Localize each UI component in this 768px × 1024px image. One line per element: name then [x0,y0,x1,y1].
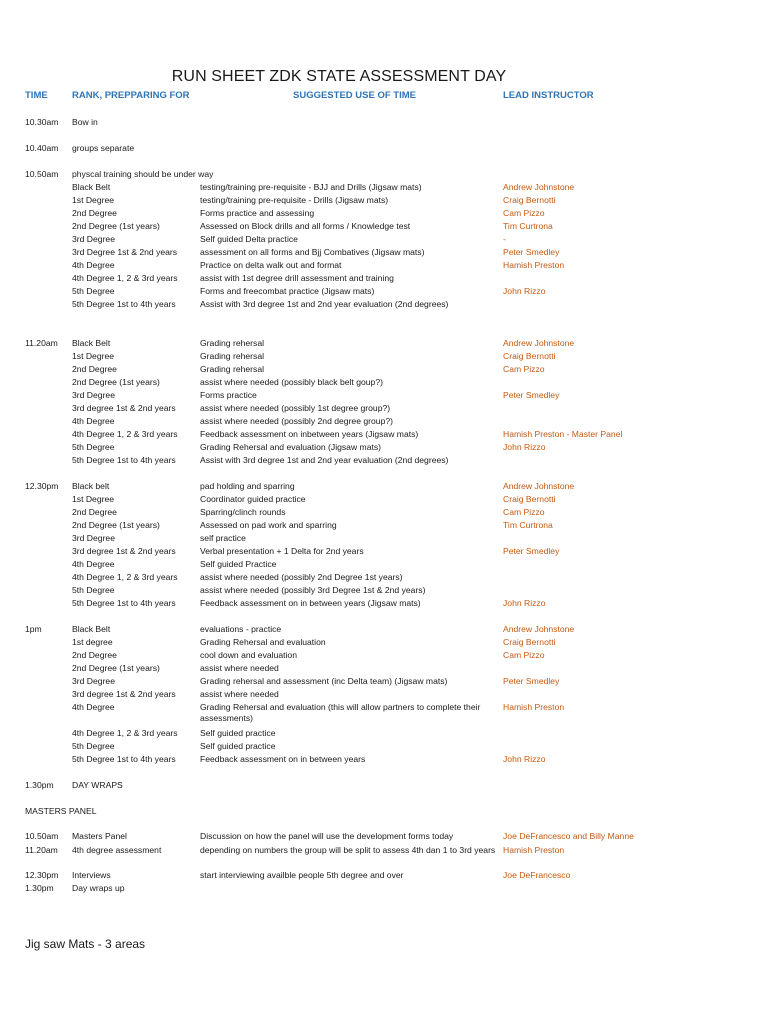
lead-instructor-cell: Andrew Johnstone [503,481,575,491]
rank-cell: 2nd Degree (1st years) [72,221,160,231]
rank-cell: 3rd Degree 1st & 2nd years [72,247,178,257]
rank-cell: 3rd Degree [72,234,115,244]
suggested-use-cell: Grading rehersal and assessment (inc Delta team) (Jigsaw mats) [200,676,448,686]
lead-instructor-cell: John Rizzo [503,442,546,452]
suggested-use-cell: assist where needed [200,663,279,673]
header-time: TIME [25,90,48,101]
suggested-use-cell: pad holding and sparring [200,481,295,491]
time-cell: 1.30pm [25,780,54,790]
time-cell: 12.30pm [25,870,59,880]
rank-cell: 2nd Degree [72,507,117,517]
lead-instructor-cell: John Rizzo [503,754,546,764]
suggested-use-cell: Discussion on how the panel will use the development forms today [200,831,454,841]
suggested-use-cell: assist where needed [200,689,279,699]
suggested-use-cell: Self guided Practice [200,559,277,569]
rank-cell: 5th Degree [72,741,115,751]
suggested-use-cell: Grading Rehersal and evaluation (Jigsaw mats) [200,442,382,452]
suggested-use-cell: Self guided practice [200,741,276,751]
rank-cell: groups separate [72,143,135,153]
suggested-use-cell: Assessed on Block drills and all forms / Knowledge test [200,221,411,231]
suggested-use-cell: testing/training pre-requisite - Drills (Jigsaw mats) [200,195,389,205]
lead-instructor-cell: Craig Bernotti [503,494,556,504]
lead-instructor-cell: Andrew Johnstone [503,624,575,634]
rank-cell: 2nd Degree (1st years) [72,377,160,387]
time-cell: 1pm [25,624,42,634]
rank-cell: 1st Degree [72,351,115,361]
lead-instructor-cell: Craig Bernotti [503,637,556,647]
rank-cell: 5th Degree [72,442,115,452]
suggested-use-cell: cool down and evaluation [200,650,297,660]
suggested-use-cell: Sparring/clinch rounds [200,507,286,517]
suggested-use-cell: Self guided Delta practice [200,234,298,244]
suggested-use-cell: Grading Rehersal and evaluation (this will allow partners to complete their assessments) [200,702,481,723]
rank-cell: 5th Degree 1st to 4th years [72,299,176,309]
suggested-use-cell: Grading rehersal [200,351,265,361]
rank-cell: 3rd degree 1st & 2nd years [72,546,176,556]
rank-cell: 3rd degree 1st & 2nd years [72,403,176,413]
lead-instructor-cell: John Rizzo [503,598,546,608]
lead-instructor-cell: Cam Pizzo [503,364,545,374]
rank-cell: 2nd Degree [72,208,117,218]
suggested-use-cell: assist where needed (possibly 1st degree group?) [200,403,391,413]
time-cell: 10.30am [25,117,59,127]
footnote: Jig saw Mats - 3 areas [25,937,146,951]
rank-cell: 1st Degree [72,195,115,205]
rank-cell: 2nd Degree (1st years) [72,520,160,530]
rank-cell: 4th degree assessment [72,845,162,855]
suggested-use-cell: assist where needed (possibly 3rd Degree 1st & 2nd years) [200,585,426,595]
rank-cell: 4th Degree [72,702,115,712]
rank-cell: 5th Degree 1st to 4th years [72,598,176,608]
lead-instructor-cell: Peter Smedley [503,390,560,400]
suggested-use-cell: testing/training pre-requisite - BJJ and Drills (Jigsaw mats) [200,182,422,192]
rank-cell: 4th Degree [72,416,115,426]
suggested-use-cell: Forms practice [200,390,257,400]
header-suggested-use: SUGGESTED USE OF TIME [293,90,416,101]
header-lead-instructor: LEAD INSTRUCTOR [503,90,594,101]
rank-cell: 5th Degree 1st to 4th years [72,754,176,764]
suggested-use-cell: Assessed on pad work and sparring [200,520,337,530]
rank-cell: 3rd Degree [72,390,115,400]
rank-cell: Black Belt [72,624,111,634]
rank-cell: Black Belt [72,182,111,192]
suggested-use-cell: start interviewing availble people 5th degree and over [200,870,404,880]
rank-cell: Interviews [72,870,111,880]
lead-instructor-cell: Peter Smedley [503,247,560,257]
suggested-use-cell: assessment on all forms and Bjj Combatives (Jigsaw mats) [200,247,425,257]
rank-cell: 4th Degree 1, 2 & 3rd years [72,728,178,738]
rank-cell: 5th Degree [72,286,115,296]
suggested-use-cell: Coordinator guided practice [200,494,306,504]
lead-instructor-cell: Hamish Preston - Master Panel [503,429,623,439]
lead-instructor-cell: Cam Pizzo [503,507,545,517]
rank-cell: 4th Degree [72,559,115,569]
suggested-use-cell: depending on numbers the group will be split to assess 4th dan 1 to 3rd years [200,845,496,855]
lead-instructor-cell: Tim Curtrona [503,520,553,530]
header-rank: RANK, PREPPARING FOR [72,90,190,101]
lead-instructor-cell: Peter Smedley [503,676,560,686]
page-title: RUN SHEET ZDK STATE ASSESSMENT DAY [171,68,507,85]
suggested-use-cell: Grading rehersal [200,338,265,348]
rank-cell: Day wraps up [72,883,125,893]
suggested-use-cell: Feedback assessment on in between years [200,754,366,764]
suggested-use-cell: evaluations - practice [200,624,282,634]
lead-instructor-cell: Cam Pizzo [503,650,545,660]
rank-cell: 5th Degree [72,585,115,595]
lead-instructor-cell: Hamish Preston [503,702,565,712]
lead-instructor-cell: Andrew Johnstone [503,338,575,348]
rank-cell: 3rd Degree [72,533,115,543]
suggested-use-cell: Assist with 3rd degree 1st and 2nd year evaluation (2nd degrees) [200,299,449,309]
rank-cell: 2nd Degree [72,364,117,374]
lead-instructor-cell: Peter Smedley [503,546,560,556]
lead-instructor-cell: Hamish Preston [503,845,565,855]
time-cell: 12.30pm [25,481,59,491]
rank-cell: 5th Degree 1st to 4th years [72,455,176,465]
rank-cell: physcal training should be under way [72,169,214,179]
rank-cell: 1st degree [72,637,113,647]
rank-cell: 4th Degree 1, 2 & 3rd years [72,429,178,439]
suggested-use-cell: assist where needed (possibly 2nd Degree 1st years) [200,572,403,582]
lead-instructor-cell: Cam Pizzo [503,208,545,218]
suggested-use-cell: Feedback assessment on inbetween years (Jigsaw mats) [200,429,419,439]
rank-cell: 4th Degree 1, 2 & 3rd years [72,273,178,283]
lead-instructor-cell: Tim Curtrona [503,221,553,231]
lead-instructor-cell: Joe DeFrancesco and Billy Manne [503,831,634,841]
rank-cell: 3rd Degree [72,676,115,686]
suggested-use-cell: Practice on delta walk out and format [200,260,342,270]
lead-instructor-cell: Joe DeFrancesco [503,870,571,880]
rank-cell: 1st Degree [72,494,115,504]
suggested-use-cell: assist with 1st degree drill assessment and training [200,273,394,283]
suggested-use-cell: Forms practice and assessing [200,208,315,218]
suggested-use-cell: Grading rehersal [200,364,265,374]
rank-cell: Black Belt [72,338,111,348]
lead-instructor-cell: - [503,234,506,244]
suggested-use-cell: Assist with 3rd degree 1st and 2nd year evaluation (2nd degrees) [200,455,449,465]
time-cell: 10.50am [25,831,59,841]
rank-cell: Black belt [72,481,110,491]
time-cell: 11.20am [25,845,58,855]
suggested-use-cell: Self guided practice [200,728,276,738]
time-cell: 10.50am [25,169,59,179]
suggested-use-cell: Grading Rehersal and evaluation [200,637,326,647]
rank-cell: 4th Degree 1, 2 & 3rd years [72,572,178,582]
lead-instructor-cell: John Rizzo [503,286,546,296]
rank-cell: Masters Panel [72,831,127,841]
suggested-use-cell: Feedback assessment on in between years (Jigsaw mats) [200,598,421,608]
rank-cell: 2nd Degree (1st years) [72,663,160,673]
lead-instructor-cell: Hamish Preston [503,260,565,270]
rank-cell: Bow in [72,117,98,127]
rank-cell: 2nd Degree [72,650,117,660]
time-cell: 11.20am [25,338,58,348]
lead-instructor-cell: Craig Bernotti [503,195,556,205]
rank-cell: 4th Degree [72,260,115,270]
suggested-use-cell: self practice [200,533,246,543]
section-label: MASTERS PANEL [25,806,97,816]
lead-instructor-cell: Craig Bernotti [503,351,556,361]
suggested-use-cell: assist where needed (possibly black belt goup?) [200,377,383,387]
suggested-use-cell: Verbal presentation + 1 Delta for 2nd years [200,546,364,556]
suggested-use-cell: Forms and freecombat practice (Jigsaw mats) [200,286,375,296]
time-cell: 10.40am [25,143,59,153]
rank-cell: DAY WRAPS [72,780,123,790]
lead-instructor-cell: Andrew Johnstone [503,182,575,192]
time-cell: 1.30pm [25,883,54,893]
suggested-use-cell: assist where needed (possibly 2nd degree group?) [200,416,394,426]
rank-cell: 3rd degree 1st & 2nd years [72,689,176,699]
